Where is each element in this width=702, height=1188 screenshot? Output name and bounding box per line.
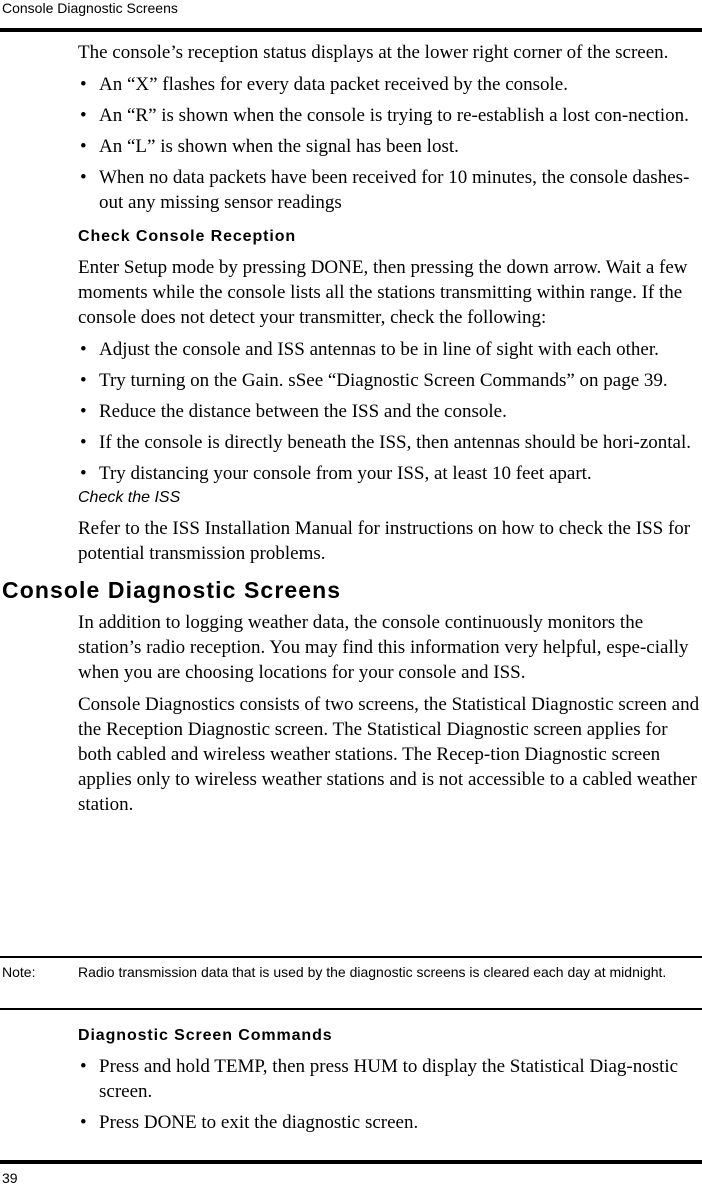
commands-heading: Diagnostic Screen Commands <box>78 1027 333 1044</box>
check-iss-heading: Check the ISS <box>78 489 181 506</box>
list-item: • Try distancing your console from your ISS, at least 10 feet apart. <box>80 463 592 484</box>
list-item: • If the console is directly beneath the ISS, then antennas should be hori-zontal. <box>80 432 692 453</box>
section-heading: Console Diagnostic Screens <box>2 577 342 603</box>
list-item: • Try turning on the Gain. sSee “Diagnostic Screen Commands” on page 39. <box>80 370 668 391</box>
note-box <box>0 956 702 1010</box>
footer-rule <box>0 1160 702 1164</box>
list-item: • Adjust the console and ISS antennas to be in line of sight with each other. <box>80 339 659 360</box>
list-item: • Press and hold TEMP, then press HUM to display the Statistical Diag-nostic screen. <box>80 1056 679 1102</box>
list-item: • Reduce the distance between the ISS and the console. <box>80 401 507 422</box>
running-head: Console Diagnostic Screens <box>2 0 178 16</box>
check-reception-heading: Check Console Reception <box>78 228 297 245</box>
intro-bullet-list <box>78 72 700 215</box>
list-item: • An “L” is shown when the signal has been lost. <box>80 136 459 157</box>
commands-section <box>78 1026 700 1141</box>
check-reception-paragraph: Enter Setup mode by pressing DONE, then pressing the down arrow. Wait a few moments while the console lists all the stations transmitting within range. If the console does not detect your transmitter, check the following: <box>78 257 688 328</box>
header-rule <box>0 28 702 32</box>
reception-bullet-list <box>78 337 700 486</box>
main-content <box>2 40 700 824</box>
commands-bullet-list <box>78 1054 700 1135</box>
diag-paragraph-1: In addition to logging weather data, the console continuously monitors the station’s radio reception. You may find this information very helpful, espe-cially when you are choosing locations for your console and ISS. <box>78 612 689 683</box>
list-item: • When no data packets have been received for 10 minutes, the console dashes-out any missing sensor readings <box>80 167 690 213</box>
note-label: Note: <box>2 964 36 980</box>
list-item: • Press DONE to exit the diagnostic screen. <box>80 1112 419 1133</box>
list-item: • An “R” is shown when the console is trying to re-establish a lost con-nection. <box>80 105 689 126</box>
diag-paragraph-2: Console Diagnostics consists of two screens, the Statistical Diagnostic screen and the Reception Diagnostic screen. The Statistical Diagnostic screen applies for both cabled and wireless weather stations. The Recep-tion Diagnostic screen applies only to wireless weather stations and is not accessible to a cabled weather station. <box>78 694 700 815</box>
list-item: • An “X” flashes for every data packet received by the console. <box>80 74 568 95</box>
note-text: Radio transmission data that is used by the diagnostic screens is cleared each day at midnight. <box>78 964 667 980</box>
intro-paragraph: The console’s reception status displays at the lower right corner of the screen. <box>78 42 669 63</box>
page-number: 39 <box>2 1170 18 1186</box>
check-iss-paragraph: Refer to the ISS Installation Manual for instructions on how to check the ISS for potential transmission problems. <box>78 518 691 564</box>
